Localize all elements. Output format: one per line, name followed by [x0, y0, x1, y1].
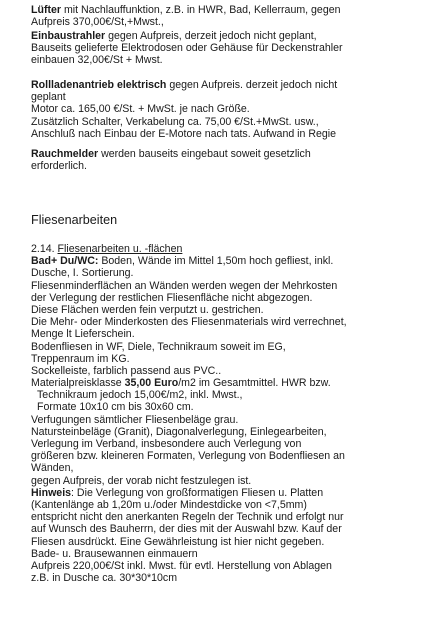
- luefter-price: Aufpreis 370,00€/St,+Mwst.,: [31, 16, 164, 29]
- fliesen-line: größeren bzw. kleineren Formaten, Verlegung von Bodenfliesen an: [31, 450, 345, 463]
- rollladen-line3: Motor ca. 165,00 €/St. + MwSt. je nach Größe.: [31, 103, 250, 116]
- rauchmelder-label: Rauchmelder: [31, 148, 99, 160]
- section-heading: Fliesenarbeiten: [31, 213, 118, 227]
- hinweis-line: Bade- u. Brausewannen einmauern: [31, 547, 198, 560]
- fliesen-line: Die Mehr- oder Minderkosten des Fliesenmaterials wird verrechnet,: [31, 316, 347, 329]
- rauchmelder-text: werden bauseits eingebaut soweit gesetzlich: [98, 148, 311, 160]
- rollladen-text: gegen Aufpreis. derzeit jedoch nicht: [166, 79, 338, 91]
- bad-du-wc-text: Boden, Wände im Mittel 1,50m hoch gefliest, inkl.: [98, 255, 334, 268]
- materialpreis-pre: Materialpreisklasse: [31, 377, 125, 390]
- fliesen-line: Verlegung im Verband, insbesondere auch Verlegung von: [31, 438, 302, 450]
- materialpreis-post: /m2 im Gesamtmittel. HWR bzw.: [178, 377, 331, 390]
- rollladen-line4: Zusätzlich Schalter, Verkabelung ca. 75,00 €/St.+MwSt. usw.,: [31, 115, 319, 128]
- einbaustrahler-line2: Bauseits gelieferte Elektrodosen oder Gehäuse für Deckenstrahler: [31, 42, 343, 55]
- fliesen-line: Sockelleiste, farblich passend aus PVC..: [31, 364, 222, 377]
- luefter-label: Lüfter: [31, 4, 62, 16]
- rollladen-line5: Anschluß nach Einbau der E-Motore nach tats. Aufwand in Regie: [31, 127, 337, 140]
- fliesen-line: Menge lt Lieferschein.: [31, 328, 135, 341]
- luefter-paragraph: [31, 4, 423, 28]
- hinweis-line: (Kantenlänge ab 1,20m u./oder Mindestdicke von <7,5mm): [31, 498, 307, 511]
- rauchmelder-line2: erforderlich.: [31, 160, 87, 173]
- fliesen-line: Natursteinbeläge (Granit), Diagonalverlegung, Einlegearbeiten,: [31, 425, 327, 438]
- bad-du-wc-line2: Dusche, I. Sortierung.: [31, 267, 134, 280]
- fliesen-line: Treppenraum im KG.: [31, 352, 130, 365]
- hinweis-line: entspricht nicht den anerkanten Regeln der Technik und erfolgt nur: [31, 511, 344, 524]
- fliesen-line: Formate 10x10 cm bis 30x60 cm.: [37, 401, 194, 414]
- fliesen-line: gegen Aufpreis, der vorab nicht festzulegen ist.: [31, 474, 252, 487]
- rollladen-line2: geplant: [31, 91, 66, 104]
- rauchmelder-paragraph: [31, 148, 423, 172]
- rollladen-paragraph: [31, 79, 423, 140]
- fliesen-section: [31, 243, 423, 584]
- section-title: Fliesenarbeiten u. -flächen: [57, 243, 183, 255]
- einbaustrahler-label: Einbaustrahler: [31, 30, 106, 42]
- hinweis-line: z.B. in Dusche ca. 30*30*10cm: [31, 572, 178, 585]
- hinweis-line: Aufpreis 220,00€/St inkl. Mwst. für evtl. Herstellung von Ablagen: [31, 559, 332, 572]
- rollladen-label: Rollladenantrieb elektrisch: [31, 79, 167, 91]
- fliesen-line: Diese Flächen werden fein verputzt u. gestrichen.: [31, 303, 264, 316]
- einbaustrahler-text: gegen Aufpreis, derzeit jedoch nicht geplant,: [105, 30, 317, 42]
- fliesen-line: Bodenfliesen in WF, Diele, Technikraum soweit im EG,: [31, 340, 286, 353]
- bad-du-wc-label: Bad+ Du/WC:: [31, 255, 99, 268]
- fliesen-line: Wänden,: [31, 462, 74, 475]
- section-number: 2.14.: [31, 243, 55, 255]
- hinweis-text: : Die Verlegung von großformatigen Fliesen u. Platten: [71, 486, 324, 499]
- hinweis-line: Fliesen ausdrückt. Eine Gewährleistung ist hier nicht gegeben.: [31, 535, 325, 548]
- materialpreis-value: 35,00 Euro: [124, 377, 179, 390]
- luefter-text: mit Nachlauffunktion, z.B. in HWR, Bad, Kellerraum, gegen: [61, 4, 341, 16]
- fliesen-line: Verfugungen sämtlicher Fliesenbeläge grau.: [31, 413, 239, 426]
- fliesen-line: Fliesenminderflächen an Wänden werden wegen der Mehrkosten: [31, 279, 338, 292]
- fliesen-line: Technikraum jedoch 15,00€/m2, inkl. Mwst.,: [37, 389, 243, 402]
- fliesen-line: der Verlegung der restlichen Fliesenfläche nicht abgezogen.: [31, 291, 313, 304]
- hinweis-label: Hinweis: [31, 486, 72, 499]
- einbaustrahler-line3: einbauen 32,00€/St + Mwst.: [31, 54, 163, 67]
- einbaustrahler-paragraph: [31, 30, 423, 67]
- hinweis-line: auf Wunsch des Bauherrn, der dies mit der Auswahl bzw. Kauf der: [31, 523, 342, 536]
